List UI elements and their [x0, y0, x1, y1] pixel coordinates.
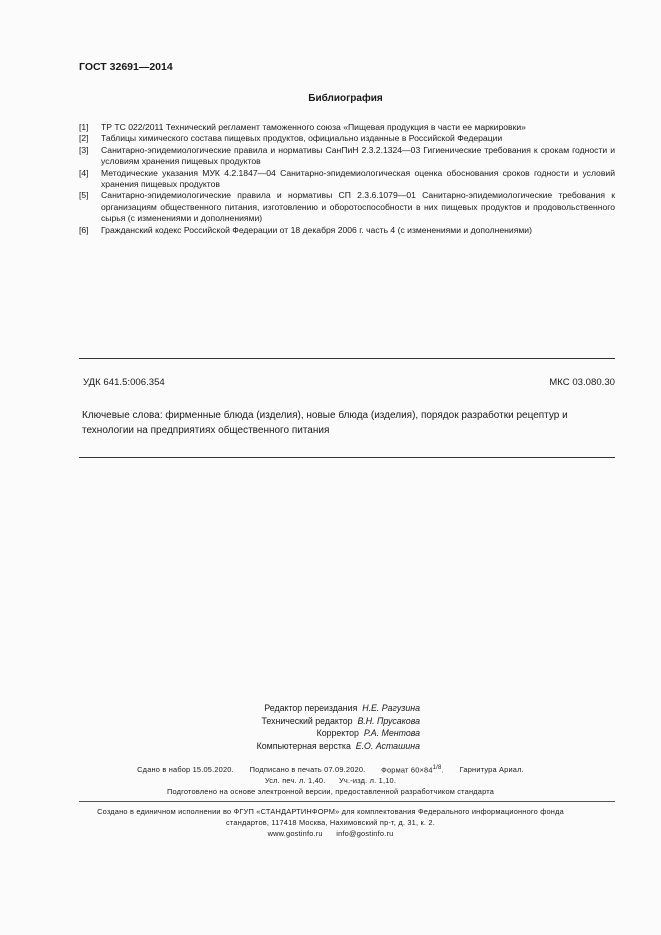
footer-email-link[interactable]: info@gostinfo.ru — [336, 829, 394, 838]
reference-number: [6] — [79, 224, 89, 235]
reference-number: [1] — [79, 122, 89, 132]
reference-item — [79, 225, 615, 236]
reference-text: ТР ТС 022/2011 Технический регламент таможенного союза «Пищевая продукция в части ее маркировки» — [101, 122, 526, 132]
staff-editor — [160, 703, 420, 713]
print-sheets: Усл. печ. л. 1,40. — [264, 776, 326, 785]
staff-name: Е.О. Асташина — [355, 741, 420, 751]
standard-number: ГОСТ 32691—2014 — [79, 61, 173, 73]
reference-number: [4] — [79, 167, 89, 178]
udk-code: УДК 641.5:006.354 — [83, 377, 165, 388]
footer-line-1: Создано в единичном исполнении во ФГУП «СТАНДАРТИНФОРМ» для комплектования Федерального информационного фонда — [97, 807, 564, 816]
divider-bottom — [79, 457, 615, 458]
format-fraction: 1/8 — [432, 765, 442, 771]
staff-role: Корректор — [316, 728, 359, 738]
font-info: Гарнитура Ариал. — [459, 765, 524, 775]
staff-name: Н.Е. Рагузина — [362, 703, 420, 713]
staff-role: Технический редактор — [261, 716, 353, 726]
reference-text: Методические указания МУК 4.2.1847—04 Санитарно-эпидемиологическая оценка обоснования сроков годности и условий хранения пищевых продуктов — [101, 167, 615, 190]
format-info: Формат $60\times 84^{1/8}$. — [381, 765, 444, 775]
edition-sheets: Уч.-изд. л. 1,10. — [339, 776, 397, 785]
print-info-line — [0, 765, 661, 774]
reference-item — [79, 122, 615, 133]
reference-text: Гражданский кодекс Российской Федерации от 18 декабря 2006 г. часть 4 (с изменениями и дополнениями) — [101, 224, 532, 235]
reference-item — [79, 145, 615, 168]
staff-name: Р.А. Ментова — [363, 728, 420, 738]
mks-code: МКС 03.080.30 — [549, 377, 615, 388]
reference-text: Санитарно-эпидемиологические правила и нормативы СанПиН 2.3.2.1324—03 Гигиенические требования к срокам годности и условиям хранения пищевых продуктов — [101, 144, 615, 167]
reference-item — [79, 133, 615, 144]
prepared-note: Подготовлено на основе электронной версии, предоставленной разработчиком стандарта — [166, 787, 495, 796]
reference-item — [79, 190, 615, 224]
reference-list — [79, 122, 615, 236]
staff-tech-editor — [160, 716, 420, 726]
footer-contacts — [0, 829, 661, 838]
footer-line-2: стандартов, 117418 Москва, Нахимовский пр-т, д. 31, к. 2. — [226, 818, 435, 827]
divider-footer — [79, 801, 615, 802]
staff-role: Редактор переиздания — [264, 703, 358, 713]
keywords-text: Ключевые слова: фирменные блюда (изделия), новые блюда (изделия), порядок разработки рецептур и технологии на предприятиях общественного питания — [82, 410, 568, 436]
reference-number: [3] — [79, 144, 89, 155]
staff-role: Компьютерная верстка — [256, 741, 351, 751]
staff-corrector — [160, 728, 420, 738]
format-label: Формат 60×84 — [381, 765, 433, 775]
footer-site-link[interactable]: www.gostinfo.ru — [267, 829, 323, 838]
reference-item — [79, 168, 615, 191]
divider-top — [79, 358, 615, 359]
staff-layout — [160, 741, 420, 751]
reference-text: Санитарно-эпидемиологические правила и нормативы СП 2.3.6.1079—01 Санитарно-эпидемиологические требования к организациям общественного питания, изготовлению и оборотоспособности в них пищевых продуктов и продовольственного сырья (с изменениями и дополнениями) — [101, 190, 615, 224]
sheets-line — [0, 776, 661, 785]
reference-number: [5] — [79, 190, 89, 201]
bibliography-title: Библиография — [308, 93, 383, 104]
reference-number: [2] — [79, 133, 89, 144]
staff-name: В.Н. Прусакова — [357, 716, 420, 726]
signed-date: Подписано в печать 07.09.2020. — [249, 765, 366, 775]
typeset-date: Сдано в набор 15.05.2020. — [137, 765, 234, 775]
reference-text: Таблицы химического состава пищевых продуктов, официально изданные в Российской Федерации — [101, 133, 503, 144]
